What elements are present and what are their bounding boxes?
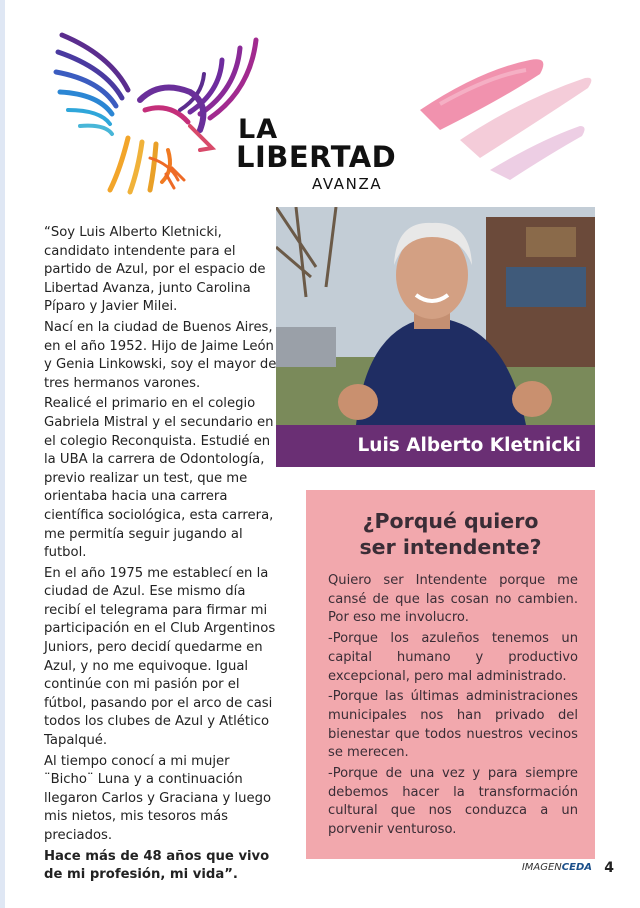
logo-text-avanza: AVANZA xyxy=(312,175,383,193)
bio-paragraph: En el año 1975 me establecí en la ciudad de Azul. Ese mismo día recibí el telegrama para firmar mi participación en el Club Argentinos Juniors, pero decidí quedarme en Azul, y no me equivoque. Igual continúe con mi pasión por el fútbol, pasando por el arco de casi todos los clubes de Azul y Atlético Tapalqué. xyxy=(44,565,276,749)
box-paragraph: -Porque las últimas administraciones municipales nos han privado del bienestar que todos nuestros vecinos se merecen. xyxy=(328,689,578,761)
bio-paragraph: Al tiempo conocí a mi mujer ¨Bicho¨ Luna y a continuación llegaron Carlos y Graciana y luego mis nietos, mis tesoros más preciados. xyxy=(44,753,272,843)
why-intendente-box xyxy=(306,490,595,859)
photo-caption: Luis Alberto Kletnicki xyxy=(276,425,595,467)
footer-brand-ceda: CEDA xyxy=(561,862,592,873)
box-title-line: ser intendente? xyxy=(359,535,542,559)
box-paragraph: -Porque los azuleños tenemos un capital humano y productivo excepcional, pero mal administrado. xyxy=(328,631,578,684)
bio-paragraph: Realicé el primario en el colegio Gabriela Mistral y el secundario en el colegio Reconquista. Estudié en la UBA la carrera de Odontología, previo realizar un test, que me orientaba hacia una carrera científica sociológica, esta carrera, me permitía seguir jugando al futbol. xyxy=(44,396,274,561)
logo-text-libertad: LIBERTAD xyxy=(236,140,397,174)
candidate-photo xyxy=(276,207,595,425)
logo-text-la: LA xyxy=(238,114,279,145)
page-number: 4 xyxy=(604,860,614,876)
bio-paragraph: “Soy Luis Alberto Kletnicki, candidato intendente para el partido de Azul, por el espacio de Libertad Avanza, junto Carolina Píparo y Javier Milei. xyxy=(44,225,266,315)
box-body xyxy=(328,572,578,842)
box-title-line: ¿Porqué quiero xyxy=(362,509,539,533)
box-title xyxy=(306,508,595,560)
box-paragraph: Quiero ser Intendente porque me cansé de que las cosan no cambien. Por eso me involucro. xyxy=(328,573,578,626)
brush-stroke-decoration xyxy=(400,30,600,190)
page-edge-strip xyxy=(0,0,5,908)
footer-brand xyxy=(522,862,592,873)
bio-closing: Hace más de 48 años que vivo de mi profesión, mi vida”. xyxy=(44,848,270,883)
biography-text xyxy=(44,224,280,887)
footer-brand-imagen: IMAGEN xyxy=(521,862,562,873)
box-paragraph: -Porque de una vez y para siempre debemos hacer la transformación cultural que nos conduzca a un porvenir venturoso. xyxy=(328,766,578,838)
bio-paragraph: Nací en la ciudad de Buenos Aires, en el año 1952. Hijo de Jaime León y Genia Linkowski, soy el mayor de tres hermanos varones. xyxy=(44,319,277,391)
